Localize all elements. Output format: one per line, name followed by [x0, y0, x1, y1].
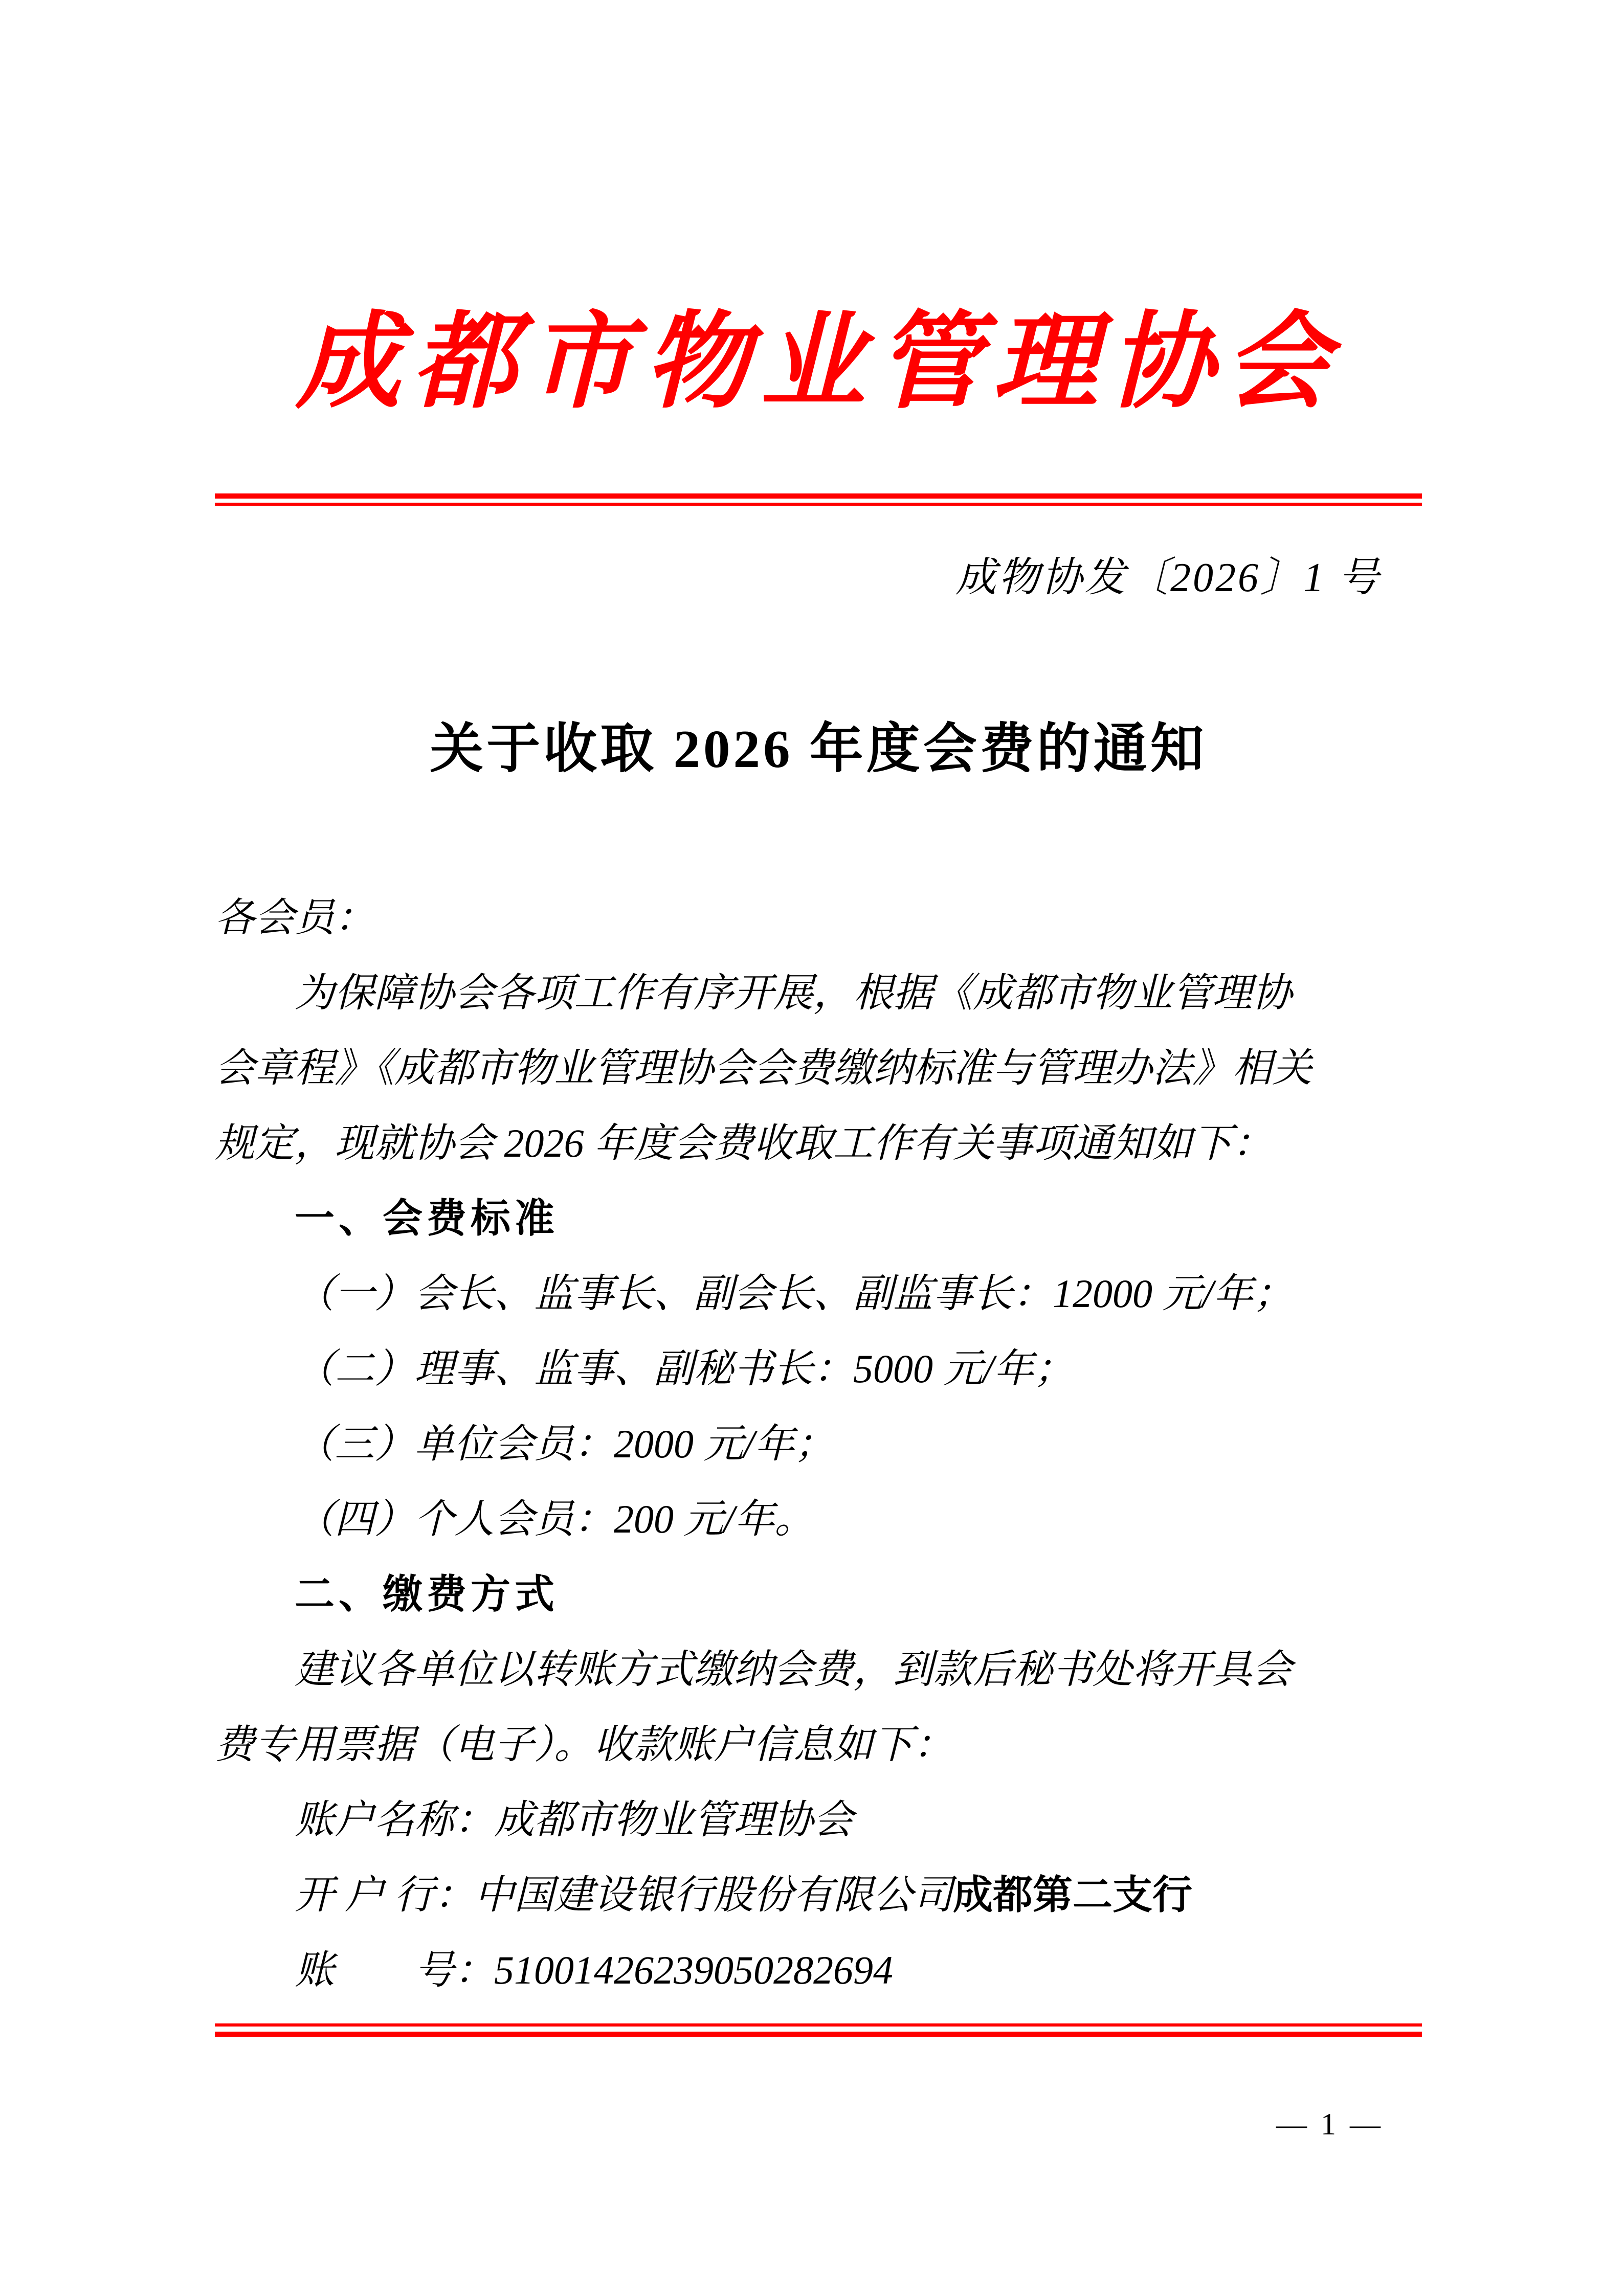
payment-line-1: 建议各单位以转账方式缴纳会费，到款后秘书处将开具会 — [295, 1647, 1293, 1692]
header-rule-thin — [215, 503, 1422, 506]
doc-number: 成物协发〔2026〕1 号 — [955, 555, 1381, 600]
header-rule-thick — [215, 493, 1422, 499]
notice-title: 关于收取 2026 年度会费的通知 — [430, 719, 1207, 779]
fee-item-2: （二）理事、监事、副秘书长：5000 元/年； — [295, 1346, 1074, 1391]
intro-line-2: 会章程》《成都市物业管理协会会费缴纳标准与管理办法》相关 — [215, 1046, 1312, 1090]
account-bank-label: 开 户 行：中国建设银行股份有限公司 — [295, 1873, 953, 1917]
notice-body — [215, 880, 1422, 2008]
section-heading-payment-method: 二、缴费方式 — [295, 1571, 559, 1616]
account-name-line: 账户名称：成都市物业管理协会 — [295, 1797, 854, 1842]
org-title: 成都市物业管理协会 — [296, 305, 1341, 421]
fee-item-1: （一）会长、监事长、副会长、副监事长：12000 元/年； — [295, 1271, 1294, 1316]
document-content — [215, 0, 1422, 2008]
fee-item-3: （三）单位会员：2000 元/年； — [295, 1422, 835, 1466]
account-bank-branch: 成都第二支行 — [953, 1873, 1193, 1917]
account-number-line: 账 号：51001426239050282694 — [295, 1948, 894, 1992]
salutation: 各会员： — [215, 895, 375, 940]
footer-rule-thin — [215, 2023, 1422, 2027]
page-number: — 1 — — [1276, 2107, 1384, 2141]
payment-line-2: 费专用票据（电子）。收款账户信息如下： — [215, 1722, 953, 1767]
account-bank-line — [215, 1857, 1422, 1932]
section-heading-fee-standard: 一、会费标准 — [295, 1196, 559, 1241]
intro-line-1: 为保障协会各项工作有序开展，根据《成都市物业管理协 — [295, 971, 1293, 1015]
footer-rule-thick — [215, 2032, 1422, 2037]
intro-line-3: 规定，现就协会 2026 年度会费收取工作有关事项通知如下： — [215, 1121, 1273, 1165]
fee-item-4: （四）个人会员：200 元/年。 — [295, 1497, 815, 1541]
